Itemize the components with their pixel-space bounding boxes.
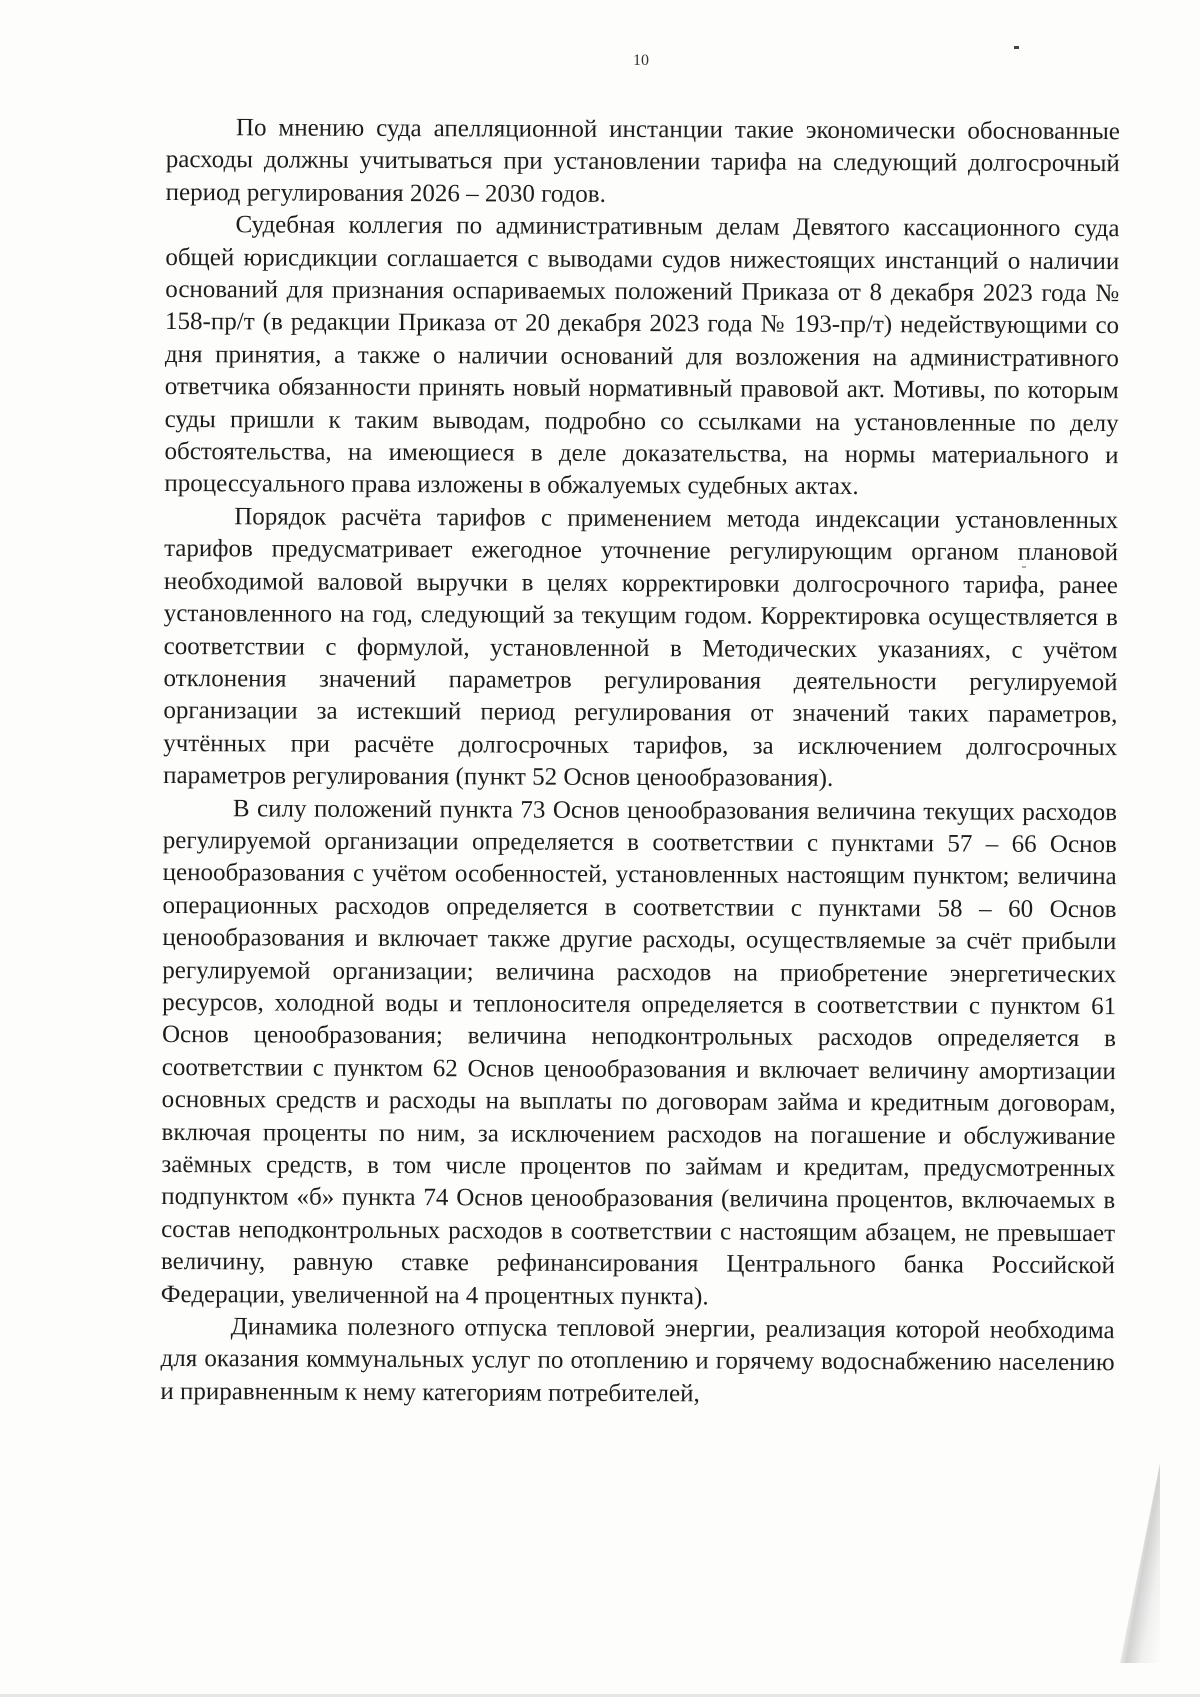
paragraph-heat-energy-dynamics: Динамика полезного отпуска тепловой энергии, реализация которой необходима для оказания коммунальных услуг по отоплению и горячему водоснабжению населению и приравненным к нему категориям потребителей, [160,1313,1115,1408]
paragraph-tariff-calculation: Порядок расчёта тарифов с применением метода индексации установленных тарифов предусматривает ежегодное уточнение регулирующим органом плановой необходимой валовой выручки в целях корректировки долгосрочного тарифа, ранее установленного на год, следующий за текущим годом. Корректировка осуществляется в соответствии с формулой, установленной в Методических указаниях, с учётом отклонения значений параметров регулирования деятельности регулируемой организации за истекший период регулирования от значений таких параметров, учтённых при расчёте долгосрочных тарифов, за исключением долгосрочных параметров регулирования (пункт 52 Основ ценообразования). [163,503,1119,793]
paragraph-current-expenses: В силу положений пункта 73 Основ ценообразования величина текущих расходов регулируемой организации определяется в соответствии с пунктами 57 – 66 Основ ценообразования с учётом особенностей, установленных настоящим пунктом; величина операционных расходов определяется в соответствии с пунктами 58 – 60 Основ ценообразования и включает также другие расходы, осуществляемые за счёт прибыли регулируемой организации; величина расходов на приобретение энергетических ресурсов, холодной воды и теплоносителя определяется в соответствии с пунктом 61 Основ ценообразования; величина неподконтрольных расходов определяется в соответствии с пунктом 62 Основ ценообразования и включает величину амортизации основных средств и расходы на выплаты по договорам займа и кредитным договорам, включая проценты по ним, за исключением расходов на погашение и обслуживание заёмных средств, в том числе процентов по займам и кредитам, предусмотренных подпунктом «б» пункта 74 Основ ценообразования (величина процентов, включаемых в состав неподконтрольных расходов в соответствии с настоящим абзацем, не превышает величину, равную ставке рефинансирования Центрального банка Российской Федерации, увеличенной на 4 процентных пункта). [160,794,1118,1311]
page-corner-shadow [1120,1463,1160,1663]
scan-speck [1014,46,1019,49]
paragraph-appeal-opinion: По мнению суда апелляционной инстанции такие экономически обоснованные расходы должны учитываться при установлении тарифа на следующий долгосрочный период регулирования 2026 – 2030 годов. [165,114,1120,208]
document-body [160,112,1120,1412]
paragraph-collegium-conclusion: Судебная коллегия по административным делам Девятого кассационного суда общей юрисдикции соглашается с выводами судов нижестоящих инстанций о наличии оснований для признания оспариваемых положений Приказа от 8 декабря 2023 года № 158-пр/т (в редакции Приказа от 20 декабря 2023 года № 193-пр/т) недействующими со дня принятия, а также о наличии оснований для возложения на административного ответчика обязанности принять новый нормативный правовой акт. Мотивы, по которым суды пришли к таким выводам, подробно со ссылками на установленные по делу обстоятельства, на имеющиеся в деле доказательства, на нормы материального и процессуального права изложены в обжалуемых судебных актах. [164,211,1120,501]
page-number: 10 [633,52,649,69]
